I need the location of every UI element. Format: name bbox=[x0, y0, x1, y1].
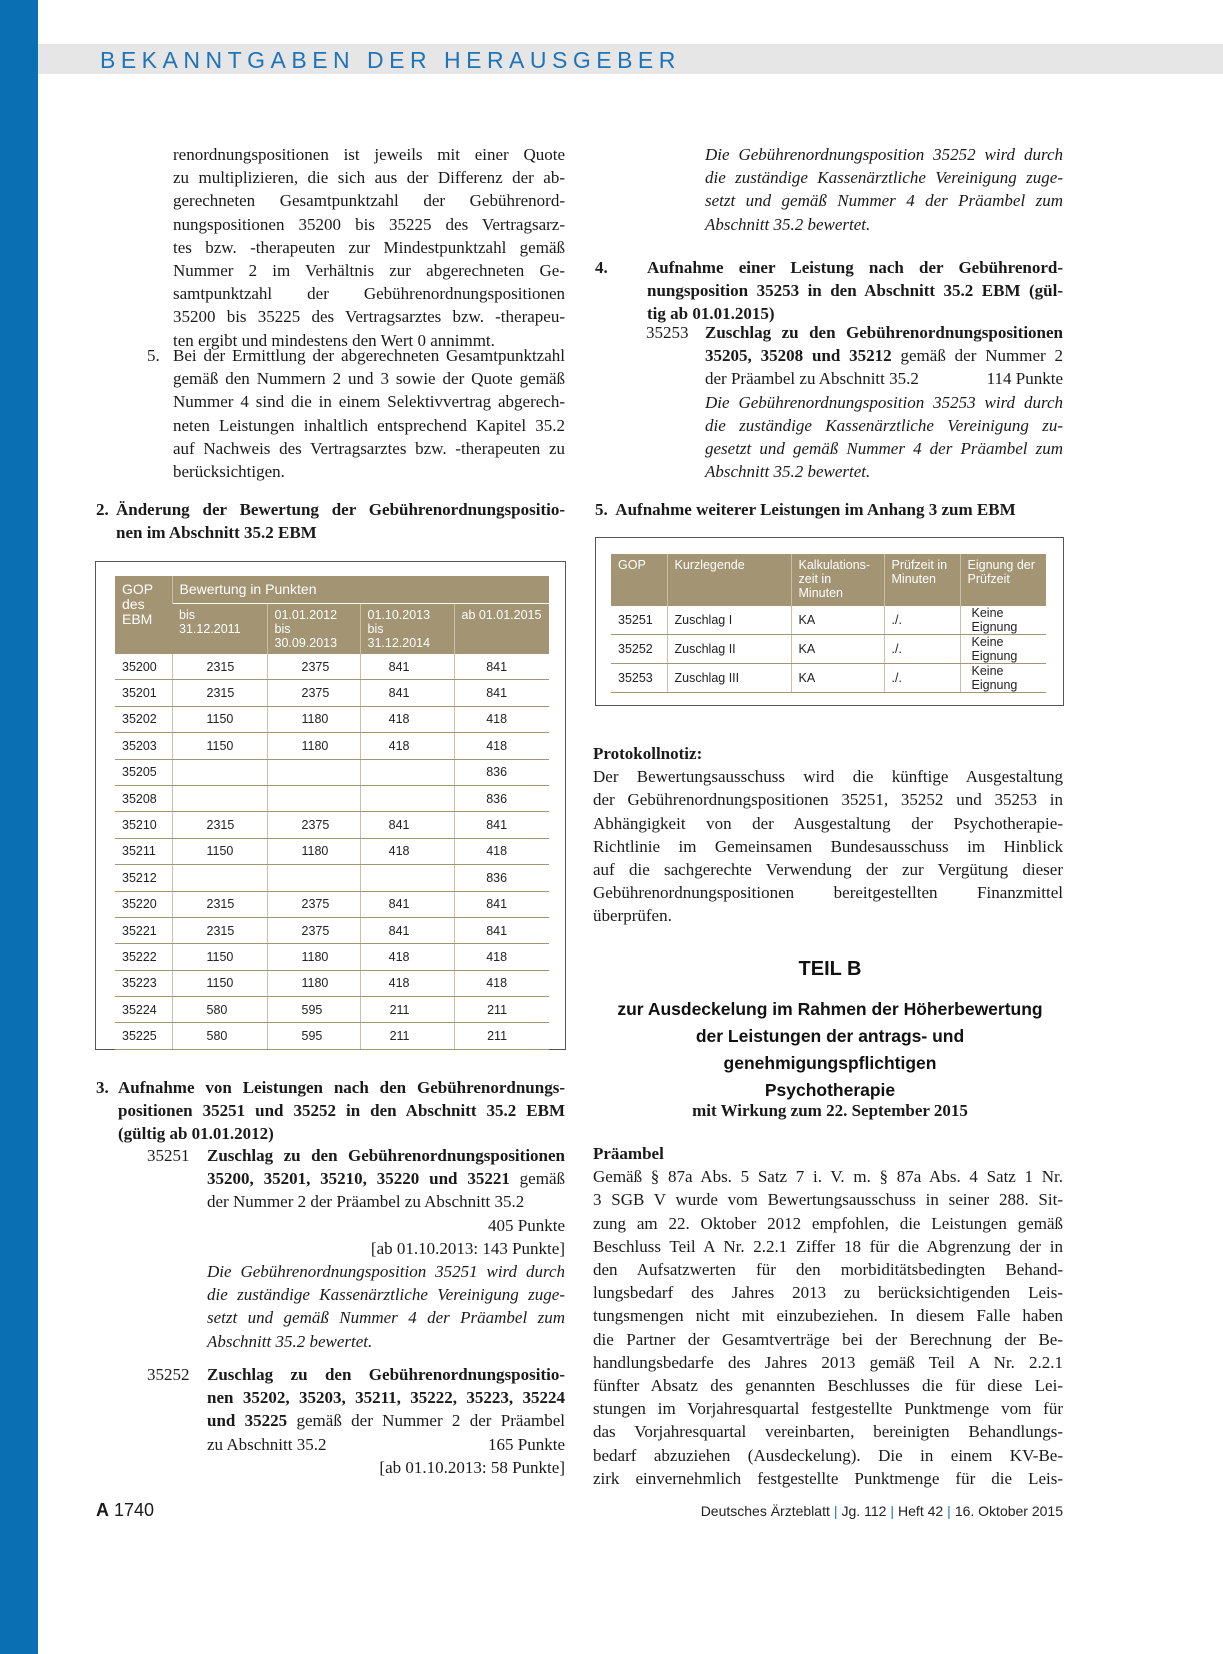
table-cell: 2315 bbox=[172, 917, 267, 943]
text-line: Gebührenordnungspositionen bereitgestellten Finanzmittel bbox=[593, 883, 1063, 903]
table-cell: 418 bbox=[454, 970, 549, 996]
section4-title bbox=[647, 256, 1063, 326]
text-line: auf Nachweis des Vertragsarztes bzw. -therapeuten zu bbox=[173, 438, 565, 458]
text-line: ten ergibt und mindestens den Wert 0 annimmt. bbox=[173, 330, 495, 350]
table-row bbox=[115, 917, 549, 943]
table-cell: 35224 bbox=[115, 997, 172, 1023]
text-line: fünfter Absatz des genannten Beschlusses die für diese Lei- bbox=[593, 1376, 1063, 1396]
gop-35251-entry bbox=[147, 1144, 565, 1353]
table-cell bbox=[360, 865, 454, 891]
section3-number: 3. bbox=[96, 1078, 109, 1097]
gop-35252-code: 35252 bbox=[147, 1365, 190, 1384]
table-cell: 35253 bbox=[611, 664, 667, 693]
section4-number: 4. bbox=[595, 258, 608, 277]
teil-b-heading: TEIL B bbox=[798, 958, 862, 980]
table-cell: 35205 bbox=[115, 759, 172, 785]
text-line: Die Gebührenordnungsposition 35253 wird durch bbox=[705, 392, 1063, 412]
gop-35253-line3: der Präambel zu Abschnitt 35.2 bbox=[705, 369, 919, 389]
table-cell bbox=[360, 785, 454, 811]
table1-body bbox=[115, 654, 549, 1049]
journal-name: Deutsches Ärzteblatt bbox=[700, 1503, 830, 1519]
text-line: die zuständige Kassenärztliche Vereinigung zuge- bbox=[207, 1285, 565, 1305]
table-cell: 35202 bbox=[115, 706, 172, 732]
table2-header-gop: GOP bbox=[611, 554, 667, 606]
text-line: samtpunktzahl der Gebührenordnungspositionen bbox=[173, 284, 565, 304]
table-cell: 35210 bbox=[115, 812, 172, 838]
table-cell: 841 bbox=[360, 891, 454, 917]
protokollnotiz bbox=[593, 742, 1063, 928]
table-cell: 35212 bbox=[115, 865, 172, 891]
points-table-frame bbox=[95, 561, 566, 1050]
table-cell: 35208 bbox=[115, 785, 172, 811]
left-item5 bbox=[147, 344, 565, 483]
table-cell: 1150 bbox=[172, 706, 267, 732]
teil-b-subtitle bbox=[595, 996, 1065, 1104]
text-line: überprüfen. bbox=[593, 906, 672, 926]
table-cell: 35201 bbox=[115, 680, 172, 706]
text-line: renordnungspositionen ist jeweils mit einer Quote bbox=[173, 145, 565, 164]
table1-header-col4: ab 01.01.2015 bbox=[454, 604, 549, 655]
text-line: Abschnitt 35.2 bewertet. bbox=[705, 214, 871, 234]
table2-header-eignung: Eignung der Prüfzeit bbox=[960, 554, 1046, 606]
text-line: (gültig ab 01.01.2012) bbox=[118, 1124, 274, 1144]
text-line: nungsposition 35253 in den Abschnitt 35.2 EBM (gül- bbox=[647, 281, 1063, 301]
gop-35252-line4-row bbox=[207, 1433, 565, 1456]
gop-35253-line1: Zuschlag zu den Gebührenordnungspositionen bbox=[705, 323, 1063, 342]
table-row bbox=[115, 891, 549, 917]
gop-35251-points-old: [ab 01.10.2013: 143 Punkte] bbox=[370, 1238, 565, 1258]
gop-35253-entry bbox=[646, 321, 1063, 483]
anhang-table bbox=[611, 554, 1046, 693]
table1-header-bewertung: Bewertung in Punkten bbox=[172, 576, 549, 604]
note-35252 bbox=[705, 143, 1063, 236]
table-cell: 211 bbox=[454, 997, 549, 1023]
text-line: stungen im Vorjahresquartal festgestellte Punktmenge vom für bbox=[593, 1399, 1063, 1419]
text-line: Richtlinie im Gemeinsamen Bundesausschuss im Hinblick bbox=[593, 836, 1063, 856]
gop-35251-points: 405 Punkte bbox=[488, 1215, 565, 1235]
table-cell bbox=[360, 759, 454, 785]
table-cell: 2315 bbox=[172, 654, 267, 680]
text-line: gerechneten Gesamtpunktzahl der Gebührenord- bbox=[173, 191, 565, 211]
table-cell: 35223 bbox=[115, 970, 172, 996]
table-cell: KA bbox=[791, 606, 884, 635]
text-line: Abschnitt 35.2 bewertet. bbox=[705, 462, 871, 482]
table-cell bbox=[267, 785, 360, 811]
text-line: Der Bewertungsausschuss wird die künftige Ausgestaltung bbox=[593, 767, 1063, 787]
item5-number: 5. bbox=[147, 346, 160, 365]
table-row bbox=[115, 706, 549, 732]
section-header: BEKANNTGABEN DER HERAUSGEBER bbox=[100, 47, 681, 73]
table-cell: 211 bbox=[360, 1023, 454, 1049]
section5-heading: 5. Aufnahme weiterer Leistungen im Anhang 3 zum EBM bbox=[595, 500, 1016, 519]
table-cell: 35252 bbox=[611, 635, 667, 664]
table-cell: 841 bbox=[360, 654, 454, 680]
table-cell: 841 bbox=[454, 680, 549, 706]
table1-header-col1: bis 31.12.2011 bbox=[172, 604, 267, 655]
table-cell: ./. bbox=[884, 635, 960, 664]
gop-35252-points-old: [ab 01.10.2013: 58 Punkte] bbox=[379, 1457, 565, 1477]
table-cell: 418 bbox=[360, 944, 454, 970]
table-cell: 1180 bbox=[267, 733, 360, 759]
table-cell: 2375 bbox=[267, 891, 360, 917]
table-cell: Zuschlag II bbox=[667, 635, 791, 664]
table-row bbox=[115, 838, 549, 864]
table-cell: 836 bbox=[454, 759, 549, 785]
table-cell: Zuschlag III bbox=[667, 664, 791, 693]
table-cell: 836 bbox=[454, 865, 549, 891]
journal-issue: Heft 42 bbox=[898, 1503, 944, 1519]
text-line: Abschnitt 35.2 bewertet. bbox=[207, 1331, 373, 1351]
table-cell bbox=[267, 865, 360, 891]
table-cell: 1180 bbox=[267, 706, 360, 732]
text-line: Die Gebührenordnungsposition 35252 wird durch bbox=[705, 145, 1063, 164]
table-cell: 418 bbox=[454, 838, 549, 864]
table-cell: KA bbox=[791, 635, 884, 664]
gop-35252-points: 165 Punkte bbox=[488, 1434, 565, 1454]
table-cell: Keine Eignung bbox=[960, 606, 1046, 635]
text-line: handlungsbedarfe des Jahres 2013 gemäß Teil A Nr. 2.2.1 bbox=[593, 1352, 1063, 1372]
gop-35252-line1: Zuschlag zu den Gebührenordnungspositio- bbox=[207, 1365, 565, 1384]
text-line: Aufnahme einer Leistung nach der Gebührenord- bbox=[647, 258, 1063, 277]
table1-header-gop: GOP des EBM bbox=[115, 576, 172, 654]
section2-title bbox=[116, 498, 565, 544]
table-cell: 2375 bbox=[267, 680, 360, 706]
wirkung-line: mit Wirkung zum 22. September 2015 bbox=[692, 1101, 968, 1120]
table-cell: 418 bbox=[454, 733, 549, 759]
table-cell: 595 bbox=[267, 997, 360, 1023]
anhang-table-frame bbox=[595, 537, 1064, 706]
text-line: zung am 22. Oktober 2012 empfohlen, die Leistungen gemäß bbox=[593, 1213, 1063, 1233]
gop-35252-line3-rest: gemäß der Nummer 2 der Präambel bbox=[287, 1411, 565, 1431]
journal-footer: Deutsches Ärzteblatt | Jg. 112 | Heft 42 | 16. Oktober 2015 bbox=[700, 1503, 1063, 1519]
text-line: neten Leistungen inhaltlich entsprechend Kapitel 35.2 bbox=[173, 415, 565, 435]
table-cell: 35200 bbox=[115, 654, 172, 680]
praeambel-text bbox=[593, 1165, 1063, 1490]
table-cell: 418 bbox=[360, 838, 454, 864]
table-cell bbox=[267, 759, 360, 785]
text-line: die zuständige Kassenärztliche Vereinigung zu- bbox=[705, 415, 1063, 435]
gop-35252-codes: und 35225 bbox=[207, 1411, 288, 1431]
text-line: der Gebührenordnungspositionen 35251, 35252 und 35253 in bbox=[593, 790, 1063, 810]
table-cell: 418 bbox=[454, 706, 549, 732]
table-cell bbox=[172, 759, 267, 785]
table-cell: 1150 bbox=[172, 970, 267, 996]
left-intro bbox=[173, 143, 565, 352]
table-cell: 841 bbox=[454, 812, 549, 838]
table-cell: 35203 bbox=[115, 733, 172, 759]
text-line: zu multiplizieren, die sich aus der Differenz der ab- bbox=[173, 168, 565, 188]
text-line: Änderung der Bewertung der Gebührenordnungspositio- bbox=[116, 500, 565, 519]
protokollnotiz-title: Protokollnotiz: bbox=[593, 744, 703, 763]
table-cell: 211 bbox=[360, 997, 454, 1023]
table-cell: 418 bbox=[360, 706, 454, 732]
text-line: Nummer 2 im Verhältnis zur abgerechneten Ge- bbox=[173, 261, 565, 281]
text-line: Abhängigkeit von der Ausgestaltung der Psychotherapie- bbox=[593, 813, 1063, 833]
gop-35251-line2 bbox=[207, 1167, 565, 1190]
gop-35253-codes: 35205, 35208 und 35212 bbox=[705, 346, 892, 366]
section3-title bbox=[118, 1076, 565, 1146]
table-row bbox=[115, 759, 549, 785]
table-cell: 1180 bbox=[267, 944, 360, 970]
text-line: die Partner der Gesamtverträge bei der Berechnung der Be- bbox=[593, 1329, 1063, 1349]
table-cell: 2315 bbox=[172, 812, 267, 838]
gop-35251-code: 35251 bbox=[147, 1146, 190, 1165]
table-cell: 418 bbox=[454, 944, 549, 970]
table-row bbox=[115, 997, 549, 1023]
text-line: auf die sachgerechte Verwendung der zur Vergütung dieser bbox=[593, 860, 1063, 880]
table2-header-kurzlegende: Kurzlegende bbox=[667, 554, 791, 606]
gop-35252-line4: zu Abschnitt 35.2 bbox=[207, 1434, 327, 1454]
table-cell: 211 bbox=[454, 1023, 549, 1049]
table-cell: KA bbox=[791, 664, 884, 693]
table-cell: 1150 bbox=[172, 838, 267, 864]
gop-35251-note bbox=[207, 1260, 565, 1353]
table-cell: 841 bbox=[360, 812, 454, 838]
text-line: 3 SGB V wurde vom Bewertungsausschuss in seiner 288. Sit- bbox=[593, 1190, 1063, 1210]
text-line: gesetzt und gemäß Nummer 4 der Präambel zum bbox=[705, 439, 1063, 459]
table-cell: 2375 bbox=[267, 812, 360, 838]
table-row bbox=[115, 785, 549, 811]
text-line: Gemäß § 87a Abs. 5 Satz 7 i. V. m. § 87a Abs. 4 Satz 1 Nr. bbox=[593, 1167, 1063, 1187]
table2-body bbox=[611, 606, 1046, 693]
table-cell: 2315 bbox=[172, 891, 267, 917]
table-cell: 841 bbox=[360, 680, 454, 706]
section2-heading bbox=[96, 498, 565, 544]
table-cell: 841 bbox=[360, 917, 454, 943]
table2-header-pruefzeit: Prüfzeit in Minuten bbox=[884, 554, 960, 606]
table-cell: ./. bbox=[884, 606, 960, 635]
text-line: lungsbedarf des Jahres 2013 zu berücksichtigenden Leis- bbox=[593, 1283, 1063, 1303]
text-line: bedarf abzuziehen (Ausdeckelung). Die in einem KV-Be- bbox=[593, 1445, 1063, 1465]
gop-35253-points: 114 Punkte bbox=[986, 369, 1063, 389]
table-row bbox=[115, 944, 549, 970]
table-cell: 35220 bbox=[115, 891, 172, 917]
table-cell: 1150 bbox=[172, 944, 267, 970]
text-line: Bei der Ermittlung der abgerechneten Gesamtpunktzahl bbox=[173, 346, 565, 365]
table-row bbox=[611, 606, 1046, 635]
table-cell: 2375 bbox=[267, 654, 360, 680]
journal-date: 16. Oktober 2015 bbox=[954, 1503, 1063, 1519]
text-line: zirk einvernehmlich festgestellte Punktmenge für die Leis- bbox=[593, 1468, 1063, 1488]
gop-35251-line1: Zuschlag zu den Gebührenordnungspositionen bbox=[207, 1146, 565, 1165]
text-line: berücksichtigen. bbox=[173, 462, 285, 482]
left-accent-bar bbox=[0, 0, 38, 1654]
table-cell bbox=[172, 865, 267, 891]
gop-35251-codes: 35200, 35201, 35210, 35220 und 35221 bbox=[207, 1169, 510, 1189]
protokollnotiz-text bbox=[593, 765, 1063, 927]
table-cell: 841 bbox=[454, 654, 549, 680]
table-cell: 841 bbox=[454, 917, 549, 943]
text-line: tungsmengen nicht mit einzubeziehen. In diesem Falle haben bbox=[593, 1306, 1063, 1326]
text-line: den Aufsatzwerten für den morbiditätsbedingten Behand- bbox=[593, 1260, 1063, 1280]
page-number bbox=[96, 1500, 154, 1521]
text-line: 35200 bis 35225 des Vertragsarztes bzw. -therapeu- bbox=[173, 307, 565, 327]
table-cell: 836 bbox=[454, 785, 549, 811]
text-line: Beschluss Teil A Nr. 2.2.1 Ziffer 18 für die Abgrenzung der in bbox=[593, 1236, 1063, 1256]
table-row bbox=[611, 664, 1046, 693]
text-line: die zuständige Kassenärztliche Vereinigung zuge- bbox=[705, 168, 1063, 188]
table-cell: 1180 bbox=[267, 970, 360, 996]
table-row bbox=[115, 680, 549, 706]
text-line: nungspositionen 35200 bis 35225 des Vertragsarz- bbox=[173, 214, 565, 234]
section4-heading bbox=[595, 256, 1063, 326]
gop-35253-code: 35253 bbox=[646, 323, 689, 342]
table-cell: 2375 bbox=[267, 917, 360, 943]
text-line: Nummer 4 sind die in einem Selektivvertrag abgerech- bbox=[173, 392, 565, 412]
text-line: nen im Abschnitt 35.2 EBM bbox=[116, 523, 317, 543]
gop-35253-line2-rest: gemäß der Nummer 2 bbox=[891, 346, 1063, 366]
text-line: Psychotherapie bbox=[764, 1080, 896, 1100]
text-line: tes bzw. -therapeuten zur Mindestpunktzahl gemäß bbox=[173, 237, 565, 257]
table-row bbox=[115, 865, 549, 891]
gop-35253-line2 bbox=[705, 344, 1063, 367]
table-cell: 35222 bbox=[115, 944, 172, 970]
text-line: setzt und gemäß Nummer 4 der Präambel zum bbox=[207, 1308, 565, 1328]
table1-header-col3: 01.10.2013 bis 31.12.2014 bbox=[360, 604, 454, 655]
table-cell: 1150 bbox=[172, 733, 267, 759]
text-line: das Vorjahresquartal vereinbarten, bereinigten Behandlungs- bbox=[593, 1422, 1063, 1442]
table-cell: ./. bbox=[884, 664, 960, 693]
section3-heading bbox=[96, 1076, 565, 1146]
page-prefix: A bbox=[96, 1500, 109, 1520]
table-cell: 1180 bbox=[267, 838, 360, 864]
text-line: positionen 35251 und 35252 in den Abschnitt 35.2 EBM bbox=[118, 1101, 565, 1121]
gop-35251-line2-rest: gemäß bbox=[509, 1169, 565, 1189]
table-cell: 580 bbox=[172, 1023, 267, 1049]
section2-number: 2. bbox=[96, 500, 109, 519]
table-cell: 35221 bbox=[115, 917, 172, 943]
table-row bbox=[115, 733, 549, 759]
table-row bbox=[611, 635, 1046, 664]
table-cell: 580 bbox=[172, 997, 267, 1023]
gop-35252-entry bbox=[147, 1363, 565, 1479]
gop-35252-line3 bbox=[207, 1409, 565, 1432]
page-number-value: 1740 bbox=[114, 1500, 155, 1520]
text-line: gemäß den Nummern 2 und 3 sowie der Quote gemäß bbox=[173, 369, 565, 389]
table-row bbox=[115, 1023, 549, 1049]
table-cell: 35225 bbox=[115, 1023, 172, 1049]
journal-volume: Jg. 112 bbox=[841, 1503, 887, 1519]
gop-35253-line3-row bbox=[705, 367, 1063, 390]
text-line: setzt und gemäß Nummer 4 der Präambel zum bbox=[705, 191, 1063, 211]
table-row bbox=[115, 812, 549, 838]
text-line: Die Gebührenordnungsposition 35251 wird durch bbox=[207, 1262, 565, 1282]
table-cell: 418 bbox=[360, 970, 454, 996]
gop-35252-line2: nen 35202, 35203, 35211, 35222, 35223, 35224 bbox=[207, 1388, 565, 1408]
table-row bbox=[115, 654, 549, 680]
table1-header-col2: 01.01.2012 bis 30.09.2013 bbox=[267, 604, 360, 655]
gop-35253-note bbox=[705, 391, 1063, 484]
table-cell: 35211 bbox=[115, 838, 172, 864]
table-cell: 35251 bbox=[611, 606, 667, 635]
text-line: der Leistungen der antrags- und genehmigungspflichtigen bbox=[695, 1026, 965, 1073]
table-cell: 595 bbox=[267, 1023, 360, 1049]
table-cell: Keine Eignung bbox=[960, 635, 1046, 664]
table-cell: Zuschlag I bbox=[667, 606, 791, 635]
text-line: Aufnahme von Leistungen nach den Gebührenordnungs- bbox=[118, 1078, 565, 1097]
gop-35251-line3: der Nummer 2 der Präambel zu Abschnitt 35.2 bbox=[207, 1192, 525, 1212]
praeambel-title: Präambel bbox=[593, 1144, 664, 1163]
table-cell: 2315 bbox=[172, 680, 267, 706]
table-cell: Keine Eignung bbox=[960, 664, 1046, 693]
table-row bbox=[115, 970, 549, 996]
item5-paragraph bbox=[173, 344, 565, 483]
points-table bbox=[115, 576, 549, 1050]
text-line: tig ab 01.01.2015) bbox=[647, 304, 775, 324]
table2-header-kalkulationszeit: Kalkulations-zeit in Minuten bbox=[791, 554, 884, 606]
table-cell bbox=[172, 785, 267, 811]
intro-paragraph bbox=[173, 143, 565, 352]
table-cell: 418 bbox=[360, 733, 454, 759]
text-line: zur Ausdeckelung im Rahmen der Höherbewertung bbox=[617, 999, 1043, 1019]
praeambel bbox=[593, 1142, 1063, 1490]
table-cell: 841 bbox=[454, 891, 549, 917]
